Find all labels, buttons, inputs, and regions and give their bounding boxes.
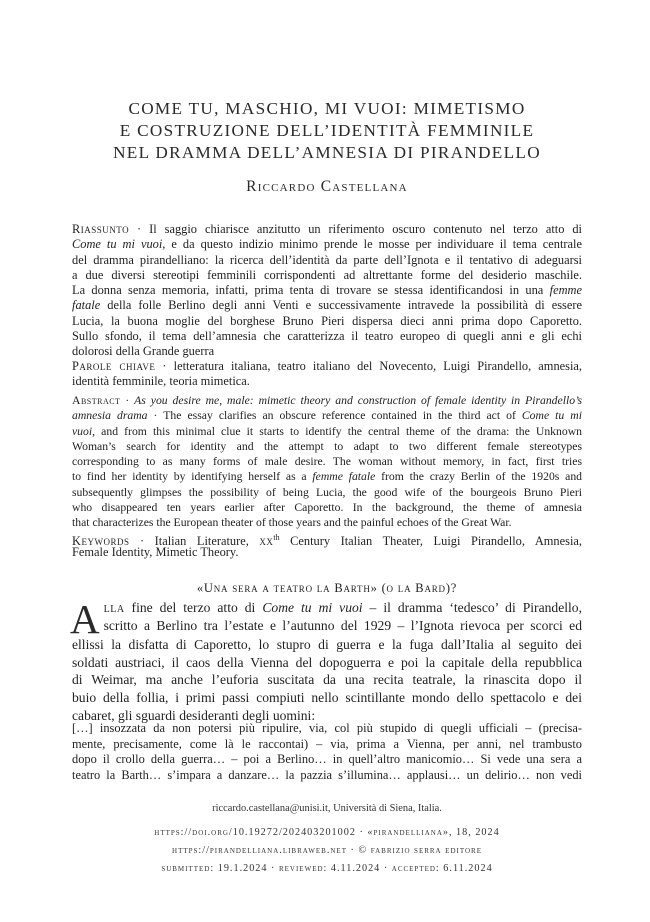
quote-line: dopo il crollo della guerra… – poi a Berlino… in quell’altro manicomio… Si vede una sera a: [72, 752, 582, 767]
keywords-label: Keywords: [72, 534, 130, 549]
body-line: lla fine del terzo atto di Come tu mi vuoi – il dramma ‘tedesco’ di Pirandello,: [103, 600, 582, 615]
keywords-line: Keywords · Italian Literature, $xx^{th}$ Century Italian Theater, Luigi Pirandello, Amnesia,: [72, 533, 582, 549]
riassunto-line: dolorosi della Grande guerra: [72, 344, 215, 359]
keywords-section: [72, 530, 582, 561]
riassunto-line: Lucia, la buona moglie del borghese Bruno Pieri dispersa dieci anni prima dopo Caporetto.: [72, 313, 582, 328]
riassunto-line: La donna senza memoria, infatti, prima tenta di trovare se stessa identificandosi in una femme: [72, 283, 582, 298]
body-line: buio della follia, i primi passi compiuti nello scintillante mondo dello spettacolo e dei: [72, 690, 582, 706]
abstract-line: that characterizes the European theater of those years and the painful echoes of the Great War.: [72, 516, 512, 530]
abstract-line: to find her identity by identifying herself as a femme fatale from the crazy Berlin of the 1920s and: [72, 470, 583, 484]
quote-line: mente, precisamente, come là le raccontai) – via, prima a Vienna, per anni, nel trambusto: [72, 736, 582, 751]
keywords-line: Female Identity, Mimetic Theory.: [72, 545, 239, 560]
abstract-line: Woman’s search for identity and the attempt to adapt to two different female stereotypes: [72, 439, 582, 453]
riassunto-line: fatale della folle Berlino degli anni Venti e successivamente intravede la possibilità di essere: [72, 298, 582, 313]
section-heading: «Una sera a teatro la Barth» (o la Bard)?: [196, 581, 458, 595]
abstract-line: Abstract · As you desire me, male: mimetic theory and construction of female identity in Pirandello’s: [72, 394, 582, 407]
article-title: [72, 98, 582, 164]
drop-cap: A: [70, 596, 100, 642]
doi-line: https://doi.org/10.19272/202403201002 · «pirandelliana», 18, 2024: [154, 827, 500, 838]
body-line: di Weimar, ma anche l’euforia suscitata da una recita teatrale, la rinascita dopo il: [72, 672, 582, 688]
abstract-line: vuoi, and from this minimal clue it starts to identify the central theme of the drama: the Unknown: [72, 424, 582, 438]
body-line: scritto a Berlino tra l’estate e l’autunno del 1929 – l’Ignota rievoca per scorci ed: [103, 617, 582, 633]
riassunto-line: a due diversi stereotipi femminili corrispondenti ad altrettante forme del desiderio maschile.: [72, 267, 582, 282]
block-quote: [72, 721, 582, 783]
parole-line: identità femminile, teoria mimetica.: [72, 374, 250, 389]
quote-line: […] insozzata da non potersi più ripulire, via, col più stupido di quegli ufficiali – (precisa-: [72, 721, 582, 735]
body-line: cabaret, gli sguardi desideranti degli uomini:: [72, 707, 316, 723]
body-paragraph: [70, 596, 582, 724]
title-line: E COSTRUZIONE DELL’IDENTITÀ FEMMINILE: [119, 121, 535, 140]
abstract-section: [72, 393, 582, 531]
abstract-line: corresponding to as many forms of male desire. The woman without memory, in fact, first tries: [72, 455, 582, 469]
parole-label: Parole chiave: [72, 359, 156, 373]
body-line: soldati austriaci, il caos della Vienna del dopoguerra e poi la capitale della repubblica: [72, 654, 582, 670]
riassunto-section: [72, 222, 582, 360]
author-affiliation: riccardo.castellana@unisi.it, Università di Siena, Italia.: [212, 803, 442, 814]
parole-chiave-section: [72, 359, 582, 390]
dates-line: submitted: 19.1.2024 · reviewed: 4.11.2024 · accepted: 6.11.2024: [161, 863, 493, 874]
title-line: NEL DRAMMA DELL’AMNESIA DI PIRANDELLO: [113, 143, 541, 162]
abstract-label: Abstract: [72, 394, 121, 407]
body-line: ellissi la disfatta di Caporetto, lo stupro di guerra e la fuga dall’Italia al seguito dei: [72, 637, 582, 652]
riassunto-line: del dramma pirandelliano: la ricerca dell’identità da parte dell’Ignota e il tentativo di adeguarsi: [72, 252, 582, 267]
riassunto-label: Riassunto: [72, 222, 130, 236]
abstract-line: who disappeared ten years earlier after Caporetto. In the background, the theme of amnesia: [72, 501, 582, 515]
article-author: Riccardo Castellana: [246, 178, 408, 195]
riassunto-line: Come tu mi vuoi, e da questo indizio minimo prende le mosse per individuare il tema centrale: [72, 237, 582, 252]
site-line: https://pirandelliana.libraweb.net · © fabrizio serra editore: [172, 845, 482, 856]
riassunto-line: Sullo sfondo, il tema dell’amnesia che caratterizza il teatro europeo di quegli anni e gli echi: [72, 329, 582, 344]
parole-line: Parole chiave · letteratura italiana, teatro italiano del Novecento, Luigi Pirandello, amnesia,: [72, 359, 583, 373]
riassunto-line: Riassunto · Il saggio chiarisce anzitutto un riferimento oscuro contenuto nel terzo atto di: [72, 222, 582, 236]
title-line: COME TU, MASCHIO, MI VUOI: MIMETISMO: [128, 99, 526, 118]
abstract-line: subsequently glimpses the possibility of being Lucia, the good wife of the bourgeois Bruno Pieri: [72, 485, 582, 499]
abstract-line: amnesia drama · The essay clarifies an obscure reference contained in the third act of Come tu mi: [72, 409, 582, 423]
quote-line: teatro la Barth… s’impara a danzare… la pazzia s’illumina… applausi… un delirio… non vedi: [72, 767, 582, 782]
